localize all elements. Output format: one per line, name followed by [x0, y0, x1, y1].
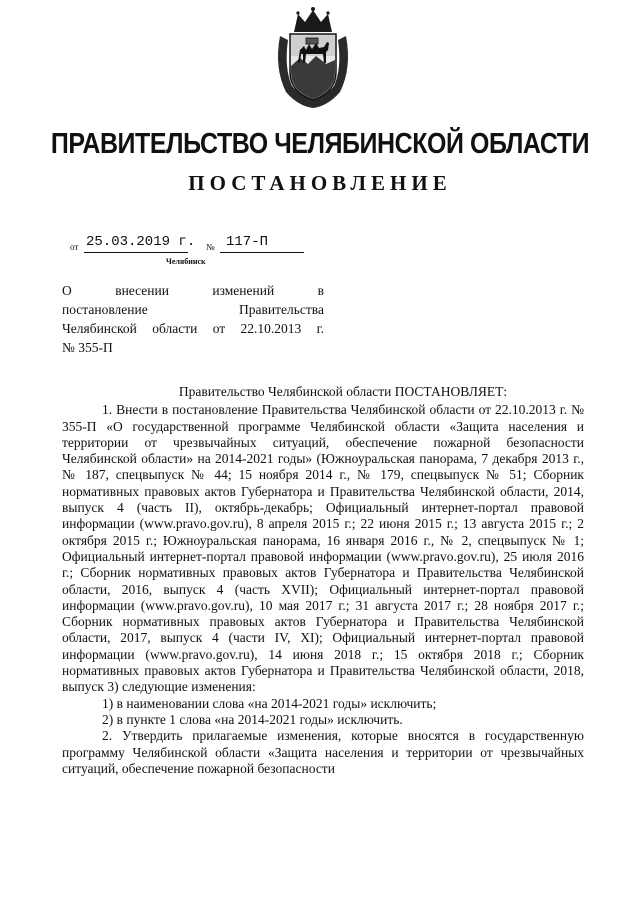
city-label: Челябинск — [166, 257, 206, 266]
paragraph-1: 1. Внести в постановление Правительства Челябинской области от 22.10.2013 г. № 355-П «О государственной программе Челябинской области «Защита населения и территории от чрезвычайных ситуаций, обеспечение пожарной безопасности Челябинской области» на 2014-2021 годы» (Южноуральская панорама, 7 декабря 2013 г., № 187, спецвыпуск № 44; 15 ноября 2014 г., № 179, спецвыпуск № 51; Сборник нормативных правовых актов Губернатора и Правительства Челябинской области, 2014, выпуск 4 (часть II), октябрь-декабрь; Официальный интернет-портал правовой информации (www.pravo.gov.ru), 8 апреля 2015 г.; 22 июня 2015 г.; 13 августа 2015 г.; 2 октября 2015 г.; Южноуральская панорама, 16 января 2016 г., № 2, спецвыпуск № 1; Официальный интернет-портал правовой информации (www.pravo.gov.ru), 25 июля 2016 г.; Сборник нормативных правовых актов Губернатора и Правительства Челябинской области, 2016, выпуск 4 (часть XVII); Официальный интернет-портал правовой информации (www.pravo.gov.ru), 10 мая 2017 г.; 31 августа 2017 г.; 28 ноября 2017 г.; Сборник нормативных правовых актов Губернатора и Правительства Челябинской области, 2017, выпуск 4 (части IV, XI); Официальный интернет-портал правовой информации (www.pravo.gov.ru), 14 июня 2018 г.; 15 октября 2018 г.; Сборник нормативных правовых актов Губернатора и Правительства Челябинской области, 2018, выпуск 3) следующие изменения: — [62, 402, 584, 695]
document-subject — [62, 281, 324, 357]
coat-of-arms-emblem — [272, 6, 354, 110]
paragraph-2: 2. Утвердить прилагаемые изменения, которые вносятся в государственную программу Челябинской области «Защита населения и территории от чрезвычайных ситуаций, обеспечение пожарной безопасности — [62, 728, 584, 776]
subject-line: постановление Правительства — [62, 302, 324, 317]
list-item-1: 1) в наименовании слова «на 2014-2021 годы» исключить; — [102, 695, 437, 711]
document-meta — [70, 234, 330, 270]
document-body — [62, 384, 584, 777]
subject-line: О внесении изменений в — [62, 283, 324, 298]
document-date: 25.03.2019 г. — [86, 234, 196, 250]
document-type-heading: ПОСТАНОВЛЕНИЕ — [188, 171, 452, 195]
subject-line: № 355-П — [62, 340, 113, 355]
document-number: 117-П — [226, 234, 269, 250]
list-item-2: 2) в пункте 1 слова «на 2014-2021 годы» исключить. — [102, 711, 403, 727]
date-label: от — [70, 242, 79, 252]
subject-line: Челябинской области от 22.10.2013 г. — [62, 321, 324, 336]
organization-title: ПРАВИТЕЛЬСТВО ЧЕЛЯБИНСКОЙ ОБЛАСТИ — [50, 128, 590, 160]
number-label: № — [206, 242, 215, 252]
number-underline — [220, 252, 304, 253]
resolution-intro: Правительство Челябинской области ПОСТАНОВЛЯЕТ: — [178, 384, 508, 399]
date-underline — [84, 252, 188, 253]
